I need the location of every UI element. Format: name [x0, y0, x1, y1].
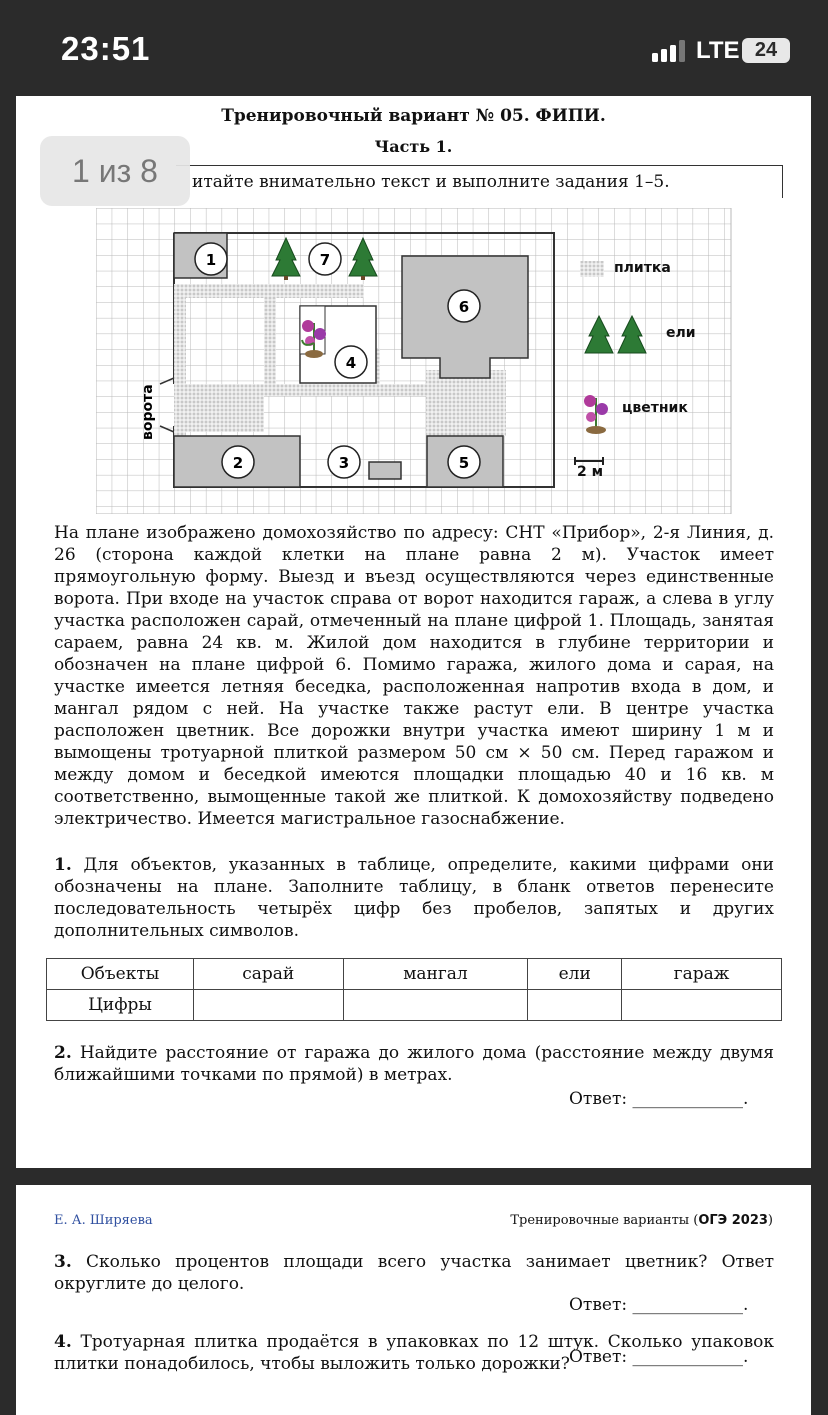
- table-row: [47, 959, 782, 990]
- legend-tree-label: ели: [666, 325, 696, 341]
- table-header-cell: сарай: [194, 959, 344, 990]
- task-4-text: Тротуарная плитка продаётся в упаковках по 12 штук. Сколько упаковок плитки понадобилось, чтобы выложить только дорожки?: [54, 1332, 774, 1374]
- task-1-text: Для объектов, указанных в таблице, определите, какими цифрами они обозначены на плане. Заполните таблицу, в бланк ответов перенесите последовательность четырёх цифр без пробелов, запятых и других дополнительных символов.: [54, 855, 774, 941]
- tile-legend-icon: [580, 261, 604, 277]
- task-4-answer: Ответ: _____________.: [569, 1347, 749, 1367]
- legend-flower-label: цветник: [622, 400, 688, 416]
- answer-cell[interactable]: [622, 990, 782, 1021]
- plan-number-3: 3: [338, 454, 350, 472]
- document-title: Тренировочный вариант № 05. ФИПИ.: [221, 106, 606, 126]
- objects-table: [46, 958, 782, 1021]
- header-prefix: Тренировочные варианты (: [510, 1213, 699, 1228]
- table-header-cell: ели: [528, 959, 622, 990]
- document-page-2[interactable]: [16, 1185, 811, 1415]
- task-2-answer: Ответ: _____________.: [569, 1089, 749, 1109]
- plan-number-6: 6: [458, 298, 470, 316]
- signal-icon: [652, 40, 690, 62]
- plan-number-2: 2: [232, 454, 244, 472]
- grill: [369, 462, 401, 479]
- page-counter: 1 из 8: [40, 136, 190, 206]
- task-3: [54, 1251, 774, 1295]
- running-header: [510, 1213, 773, 1228]
- table-header-cell: Объекты: [47, 959, 194, 990]
- task-3-text: Сколько процентов площади всего участка занимает цветник? Ответ округлите до целого.: [54, 1252, 774, 1294]
- plan-number-7: 7: [319, 251, 331, 269]
- document-page-1[interactable]: [16, 96, 811, 1168]
- task-3-answer: Ответ: _____________.: [569, 1295, 749, 1315]
- site-plan: [96, 208, 746, 514]
- header-suffix: ): [767, 1213, 773, 1228]
- plan-drawing: [96, 208, 746, 514]
- legend-tile-label: плитка: [614, 260, 671, 276]
- scale-label: 2 м: [577, 464, 604, 480]
- answer-cell[interactable]: [343, 990, 528, 1021]
- task-1-number: 1.: [54, 855, 72, 875]
- author: Е. А. Ширяева: [54, 1213, 153, 1228]
- table-row-label: Цифры: [47, 990, 194, 1021]
- header-exam: ОГЭ 2023: [698, 1213, 768, 1228]
- task-1: [54, 854, 774, 942]
- table-header-cell: гараж: [622, 959, 782, 990]
- task-2-number: 2.: [54, 1043, 72, 1063]
- intro-text: итайте внимательно текст и выполните задания 1–5.: [192, 172, 670, 192]
- plan-number-5: 5: [458, 454, 470, 472]
- task-3-number: 3.: [54, 1252, 72, 1272]
- table-header-cell: мангал: [343, 959, 528, 990]
- battery-icon: 24: [742, 38, 790, 63]
- network-type: LTE: [696, 37, 740, 64]
- table-row: [47, 990, 782, 1021]
- plan-number-1: 1: [205, 251, 217, 269]
- answer-cell[interactable]: [528, 990, 622, 1021]
- task-2-text: Найдите расстояние от гаража до жилого дома (расстояние между двумя ближайшими точками по прямой) в метрах.: [54, 1043, 775, 1085]
- task-4-number: 4.: [54, 1332, 72, 1352]
- plan-number-4: 4: [345, 354, 357, 372]
- clock: 23:51: [61, 30, 151, 67]
- answer-cell[interactable]: [194, 990, 344, 1021]
- task-2: [54, 1042, 774, 1086]
- part-title: Часть 1.: [374, 137, 453, 156]
- description-text: На плане изображено домохозяйство по адресу: СНТ «Прибор», 2-я Линия, д. 26 (сторона каждой клетки на плане равна 2 м). Участок имеет прямоугольную форму. Выезд и въезд осуществляются через единственные ворота. При входе на участок справа от ворот находится гараж, а слева в углу участка расположен сарай, отмеченный на плане цифрой 1. Площадь, занятая сараем, равна 24 кв. м. Жилой дом находится в глубине территории и обозначен на плане цифрой 6. Помимо гаража, жилого дома и сарая, на участке имеется летняя беседка, расположенная напротив входа в дом, и мангал рядом с ней. На участке также растут ели. В центре участка расположен цветник. Все дорожки внутри участка имеют ширину 1 м и вымощены тротуарной плиткой размером 50 см × 50 см. Перед гаражом и между домом и беседкой имеются площадки площадью 40 и 16 кв. м соответственно, вымощенные такой же плиткой. К домохозяйству подведено электричество. Имеется магистральное газоснабжение.: [54, 523, 774, 829]
- gate-label: ворота: [140, 384, 156, 440]
- status-bar: [0, 0, 828, 96]
